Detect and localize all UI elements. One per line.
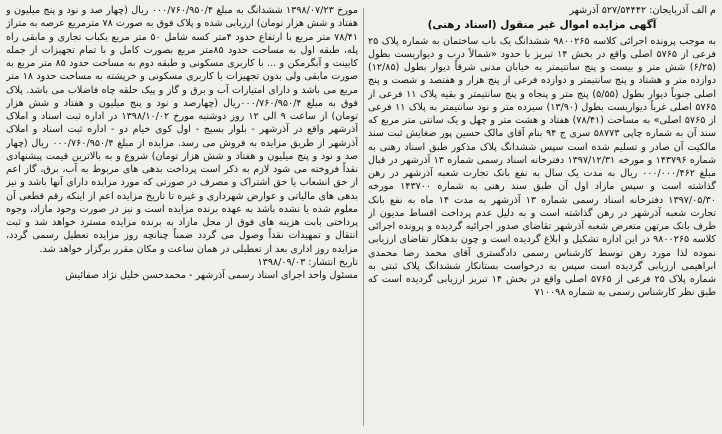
signature-line: مسئول واحد اجرای اسناد رسمی آذرشهر - محمدحسن خلیل نژاد صفائیش [65,270,358,281]
column-divider [363,8,364,426]
notice-body-part-2: مورخ ۱۳۹۸/۰۷/۲۳ ششدانگ به مبلغ ۰۰۰/۷۶۰/۹۵۰/۴ ریال (چهار صد و نود و پنج میلیون و هفتاد و شش هزار تومان) ارزیابی شده و پلاک فوق به صورت ۷۸ مترمربع عرصه به متراژ ۷۸/۴۱ متر مربع با ارتفاع حدود ۴متر کسه شامل ۵۰ متر مربع یکباب تجاری و مابقی راه پله، طبقه اول به مساحت حدود ۸۵متر مربع بصورت کامل و با تمام تجهیزات از جمله کابینت و آبگرمکن و ... با کاربری مسکونی و طبقه دوم به مساحت حدود ۸۵ متر مربع به صورت مابقی ولی بدون تجهیزات با کاربری مسکونی و خرپشته به مساحت حدود ۱۸ متر مربع می باشد و دارای امتیازات آب و برق و گاز و پیک حلقه چاه فاضلاب می باشد. پلاک فوق به مبلغ ۰۰۰/۷۶۰/۹۵۰/۴ریال (چهارصد و نود و پنج میلیون و هفتاد و شش هزار تومان) از ساعت ۹ الی ۱۲ روز دوشنبه مورخ ۱۳۹۸/۱۰/۰۲ در اداره ثبت اسناد و املاک آذرشهر واقع در آذرشهر - بلوار بسیج - اول کوی خیام دو - اداره ثبت اسناد و املاک آذرشهر از طریق مزایده به فروش می رسد. مزایده از مبلغ ۰۰۰/۷۶۰/۹۵۰/۴ ریال (چهار صد و نود و پنج میلیون و هفتاد و شش هزار تومان) شروع و به بالاترین قیمت پیشنهادی نقداً فروخته می شود لازم به ذکر است پرداخت بدهی های مربوط به آب، برق، گاز اعم از حق انشعاب یا حق اشتراک و مصرف در صورتی که مورد مزایده دارای آنها باشد و نیز بدهی های مالیاتی و عوارض شهرداری و غیره تا تاریخ مزایده اعم از اینکه رقم قطعی آن معلوم شده یا نشده باشد به عهده برنده مزایده است و نیز در صورت وجود مازاد، وجوه پرداختی بابت هزینه های فوق از محل مازاد به برنده مزایده مسترد خواهد شد و ثبت انتقال و تمهیدات نقداً وصول می گردد ضمناً چنانچه روز مزایده تعطیل رسمی گردد، مزایده روز اداری بعد از تعطیلی در همان ساعت و مکان مقرر برگزار خواهد شد. [6,5,358,255]
notice-title: آگهی مزایده اموال غیر منقول (اسناد رهنی) [427,19,657,32]
right-column [368,4,716,430]
publish-date: تاریخ انتشار: ۱۳۹۸/۰۹/۰۳ [257,256,358,268]
left-column [6,4,358,430]
notice-body-part-1: به موجب پرونده اجرائی کلاسه ۹۸۰۰۲۶۵ ششدانگ یک باب ساختمان به شماره پلاک ۲۵ فرعی از ۵۷۶۵ اصلی واقع در بخش ۱۴ تبریز با حدود «شمالاً درب و دیواریست بطول (۶/۲۵) شش متر و بیست و پنج سانتیمتر به خیابان مدنی شرقاً دیوار بطول (۱۲/۸۵) دوازده متر و هشتاد و پنج سانتیمتر و دوازده فرعی از پنج هزار و هفتصد و شصت و پنج اصلی جنوباً دیوار بطول (۵/۵۵) پنج متر و پنجاه و پنج سانتیمتر و بقیه پلاک ۱۱ فرعی از ۵۷۶۵ اصلی غرباً دیواریست بطول (۱۳/۹۰) سیزده متر و نود سانتیمتر به پلاک ۱۱ فرعی از ۵۷۶۵ اصلی» به مساحت (۷۸/۴۱) هفتاد و هشت متر و چهل و یک سانتی متر مربع که سند آن به شماره چاپی ۵۸۷۷۳ سری ج ۹۴ بنام آقای مالک حسین پور صغایش ثبت سند مالکیت آن صادر و تسلیم شده است سپس ششدانگ پلاک مذکور طبق اسناد رهنی به شماره ۱۴۳۷۹۶ و مورخه ۱۳۹۷/۱۲/۳۱ دفترخانه اسناد رسمی شماره ۱۳ آذرشهر در قبال مبلغ ۰۰۰/۰۰۰/۴۶۲ ریال به مدت یک سال به نفع بانک تجارت شعبه آذرشهر در رهن گذاشته است و سپس مازاد اول آن طبق سند رهنی به شماره ۱۴۳۷۰۰ مورخه ۱۳۹۷/۰۵/۳۰ دفترخانه اسناد رسمی شماره ۱۳ آذرشهر به مدت ۱۴ ماه به نفع بانک تجارت شعبه آذرشهر در رهن گذاشته است و به دلیل عدم پرداخت اقساط مدیون از طرف بانک مرتهن متعرض شعبه آذرشهر تقاضای صدور اجرائیه گردیده و پرونده اجرائی کلاسه ۹۸۰۰۲۶۵ در این اداره تشکیل و ابلاغ گردیده است و چون بدهکار تقاضای ارزیابی نموده لذا مورد رهن توسط کارشناس رسمی دادگستری آقای محمد رضا محمدی ابراهیمی ارزیابی گردیده است سپس به درخواست بستانکار ششدانگ پلاک ثبتی به شماره پلاک ۲۵ فرعی از ۵۷۶۵ اصلی واقع در بخش ۱۴ تبریز ارزیابی گردیده است که طبق نظر کارشناس رسمی به شماره ۷۱۰۰۹۸ [368,35,716,299]
org-reference: م الف آذربایجان: ۵۲۷/۵۴۴۴۲ آذرشهر [569,5,716,16]
